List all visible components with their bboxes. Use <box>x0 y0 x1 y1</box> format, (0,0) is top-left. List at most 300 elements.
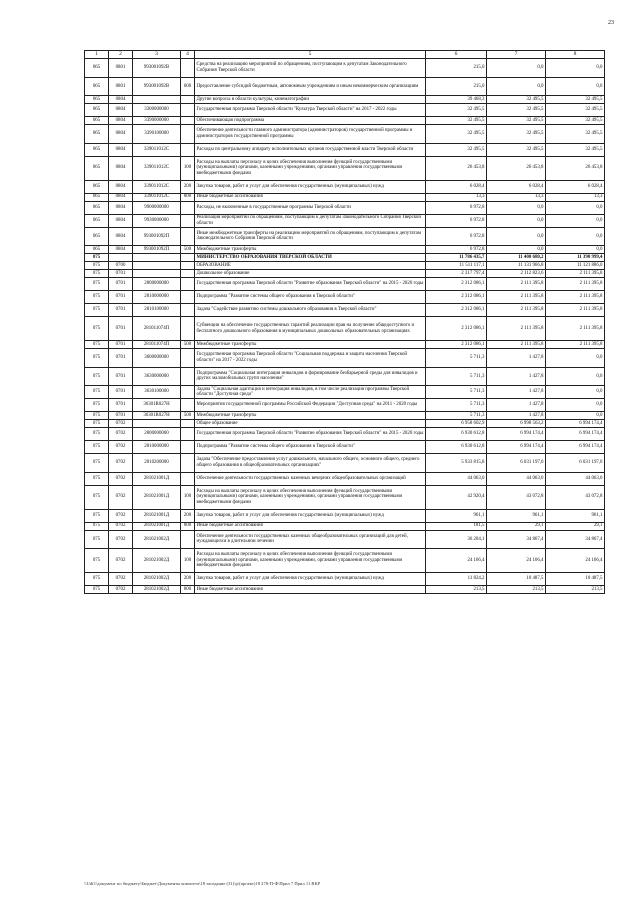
amount-2019-cell: 1 427,8 <box>487 349 546 368</box>
ministry-code-cell: 075 <box>85 291 109 304</box>
header-cell: 6 <box>426 51 487 59</box>
section-code-cell: 0804 <box>109 193 133 201</box>
amount-2018-cell: 213,5 <box>426 586 487 594</box>
section-code-cell: 0804 <box>109 96 133 104</box>
target-article-cell: 281021001Д <box>133 485 181 509</box>
description-cell: Обеспечение деятельности государственных казенных общеобразовательных организаций для детей, нуждающихся в длительном лечении <box>195 530 426 549</box>
section-code-cell: 0701 <box>109 291 133 304</box>
amount-2018-cell: 36 204,1 <box>426 530 487 549</box>
description-cell: Государственная программа Тверской области "Развитие образования Тверской области" на 2015 - 2020 годы <box>195 428 426 441</box>
target-article-cell: 993001092В <box>133 77 181 96</box>
budget-table <box>84 50 605 594</box>
amount-2019-cell: 6 031 197,0 <box>487 454 546 473</box>
amount-2018-cell: 2 312 086,1 <box>426 291 487 304</box>
expense-type-cell: 100 <box>181 549 195 573</box>
expense-type-cell <box>181 530 195 549</box>
header-cell: 1 <box>85 51 109 59</box>
amount-2018-cell: 32 495,5 <box>426 104 487 117</box>
amount-2018-cell: 6 972,8 <box>426 201 487 214</box>
ministry-code-cell: 065 <box>85 193 109 201</box>
description-cell: Обеспечение деятельности государственных казенных вечерних общеобразовательных организаций <box>195 472 426 485</box>
table-row <box>85 349 605 368</box>
amount-2018-cell: 13,3 <box>426 193 487 201</box>
amount-2019-cell: 2 111 395,8 <box>487 317 546 341</box>
expense-type-cell <box>181 262 195 270</box>
table-row <box>85 227 605 246</box>
ministry-code-cell: 065 <box>85 143 109 156</box>
target-article-cell: 281021002Д <box>133 586 181 594</box>
ministry-code-cell: 075 <box>85 441 109 454</box>
section-code-cell: 0702 <box>109 530 133 549</box>
table-row <box>85 193 605 201</box>
table-row <box>85 262 605 270</box>
amount-2020-cell: 10 487,5 <box>546 573 605 586</box>
table-row <box>85 428 605 441</box>
amount-2019-cell: 32 495,5 <box>487 125 546 144</box>
section-code-cell: 0804 <box>109 117 133 125</box>
target-article-cell: 281011074П <box>133 341 181 349</box>
section-code-cell: 0702 <box>109 549 133 573</box>
target-article-cell: 3600000000 <box>133 349 181 368</box>
ministry-code-cell: 065 <box>85 201 109 214</box>
amount-2019-cell: 34 867,4 <box>487 530 546 549</box>
ministry-code-cell: 075 <box>85 254 109 262</box>
section-code-cell: 0804 <box>109 143 133 156</box>
section-code-cell: 0804 <box>109 201 133 214</box>
amount-2019-cell: 11 400 680,2 <box>487 254 546 262</box>
ministry-code-cell: 075 <box>85 341 109 349</box>
amount-2019-cell: 13,3 <box>487 193 546 201</box>
expense-type-cell <box>181 270 195 278</box>
expense-type-cell <box>181 291 195 304</box>
amount-2019-cell: 0,0 <box>487 227 546 246</box>
amount-2019-cell: 32 495,5 <box>487 104 546 117</box>
target-article-cell <box>133 96 181 104</box>
description-cell: Государственная программа Тверской области "Культура Тверской области" на 2017 - 2022 годы <box>195 104 426 117</box>
ministry-code-cell: 065 <box>85 77 109 96</box>
ministry-code-cell: 075 <box>85 399 109 412</box>
ministry-code-cell: 065 <box>85 125 109 144</box>
section-code-cell: 0700 <box>109 262 133 270</box>
amount-2019-cell: 29,1 <box>487 522 546 530</box>
amount-2020-cell: 32 495,5 <box>546 143 605 156</box>
table-row <box>85 549 605 573</box>
amount-2019-cell: 6 998 563,2 <box>487 420 546 428</box>
expense-type-cell <box>181 59 195 78</box>
amount-2019-cell: 1 427,8 <box>487 412 546 420</box>
table-header-row <box>85 51 605 59</box>
target-article-cell: 339011012С <box>133 180 181 193</box>
ministry-code-cell: 065 <box>85 104 109 117</box>
amount-2018-cell: 6 972,8 <box>426 214 487 227</box>
table-row <box>85 367 605 386</box>
expense-type-cell: 600 <box>181 77 195 96</box>
ministry-code-cell: 075 <box>85 420 109 428</box>
expense-type-cell: 500 <box>181 341 195 349</box>
description-cell: Общее образование <box>195 420 426 428</box>
table-row <box>85 586 605 594</box>
description-cell: МИНИСТЕРСТВО ОБРАЗОВАНИЯ ТВЕРСКОЙ ОБЛАСТИ <box>195 254 426 262</box>
amount-2020-cell: 2 111 395,8 <box>546 304 605 317</box>
amount-2020-cell: 0,0 <box>546 77 605 96</box>
expense-type-cell <box>181 117 195 125</box>
amount-2019-cell: 0,0 <box>487 214 546 227</box>
amount-2020-cell: 961,1 <box>546 509 605 522</box>
table-row <box>85 386 605 399</box>
target-article-cell: 3630000000 <box>133 367 181 386</box>
target-article-cell: 2810000000 <box>133 291 181 304</box>
ministry-code-cell: 075 <box>85 412 109 420</box>
header-cell: 3 <box>133 51 181 59</box>
amount-2019-cell: 43 072,8 <box>487 485 546 509</box>
table-row <box>85 341 605 349</box>
amount-2018-cell: 11 824,2 <box>426 573 487 586</box>
amount-2018-cell: 42 920,4 <box>426 485 487 509</box>
section-code-cell: 0701 <box>109 349 133 368</box>
amount-2020-cell: 2 111 395,8 <box>546 291 605 304</box>
table-body <box>85 51 605 594</box>
amount-2018-cell: 6 972,8 <box>426 246 487 254</box>
ministry-code-cell: 075 <box>85 304 109 317</box>
ministry-code-cell: 065 <box>85 246 109 254</box>
amount-2019-cell: 1 427,8 <box>487 367 546 386</box>
target-article-cell: 3390000000 <box>133 117 181 125</box>
amount-2018-cell: 5 711,3 <box>426 399 487 412</box>
expense-type-cell <box>181 304 195 317</box>
section-code-cell: 0804 <box>109 125 133 144</box>
ministry-code-cell: 075 <box>85 262 109 270</box>
amount-2019-cell: 2 111 395,8 <box>487 278 546 291</box>
expense-type-cell <box>181 201 195 214</box>
description-cell: Задача "Содействие развитию системы дошкольного образования в Тверской области" <box>195 304 426 317</box>
amount-2019-cell: 6 994 174,4 <box>487 428 546 441</box>
amount-2020-cell: 0,0 <box>546 412 605 420</box>
amount-2018-cell: 2 312 086,1 <box>426 317 487 341</box>
expense-type-cell: 100 <box>181 156 195 180</box>
target-article-cell: 9900000000 <box>133 201 181 214</box>
description-cell: Закупка товаров, работ и услуг для обеспечения государственных (муниципальных) нужд <box>195 573 426 586</box>
amount-2020-cell: 11 390 999,4 <box>546 254 605 262</box>
amount-2020-cell: 0,0 <box>546 214 605 227</box>
description-cell: Мероприятия государственной программы Российской Федерации "Доступная среда" на 2011 - 2020 годы <box>195 399 426 412</box>
description-cell: Задача "Социальная адаптация и интеграция инвалидов, в том числе реализация программы Тверской области "Доступная среда" <box>195 386 426 399</box>
amount-2019-cell: 1 427,8 <box>487 399 546 412</box>
amount-2020-cell: 32 495,5 <box>546 125 605 144</box>
target-article-cell: 281021001Д <box>133 522 181 530</box>
description-cell: Иные бюджетные ассигнования <box>195 193 426 201</box>
description-cell: Иные бюджетные ассигнования <box>195 586 426 594</box>
amount-2020-cell: 0,0 <box>546 59 605 78</box>
file-path-footer: \\Udf1\документ по бюджету\Бюджет\Документы комитета\18 заседание (31)\р\(проект)18 278-П-Ф\Прил 7 Прил 11.RKP <box>84 881 321 886</box>
description-cell: Государственная программа Тверской области "Социальная поддержка и защита населения Тверской области" на 2017 - 2022 годы <box>195 349 426 368</box>
description-cell: Расходы по центральному аппарату исполнительных органов государственной власти Тверской области <box>195 143 426 156</box>
description-cell: Задача "Обеспечение предоставления услуг дошкольного, начального общего, основного общего, среднего общего образования в общеобразовательных организациях" <box>195 454 426 473</box>
section-code-cell: 0701 <box>109 270 133 278</box>
amount-2018-cell: 961,1 <box>426 509 487 522</box>
target-article-cell <box>133 270 181 278</box>
amount-2020-cell: 34 867,4 <box>546 530 605 549</box>
amount-2018-cell: 24 166,4 <box>426 549 487 573</box>
expense-type-cell <box>181 125 195 144</box>
table-row <box>85 104 605 117</box>
target-article-cell: 2810100000 <box>133 304 181 317</box>
table-row <box>85 254 605 262</box>
expense-type-cell <box>181 441 195 454</box>
table-row <box>85 201 605 214</box>
description-cell: Государственная программа Тверской области "Развитие образования Тверской области" на 2015 - 2020 годы <box>195 278 426 291</box>
amount-2018-cell: 5 711,3 <box>426 412 487 420</box>
amount-2019-cell: 32 495,5 <box>487 143 546 156</box>
amount-2018-cell: 6 028,4 <box>426 180 487 193</box>
table-row <box>85 472 605 485</box>
expense-type-cell <box>181 254 195 262</box>
amount-2018-cell: 11 786 435,7 <box>426 254 487 262</box>
amount-2018-cell: 215,0 <box>426 77 487 96</box>
ministry-code-cell: 075 <box>85 530 109 549</box>
amount-2020-cell: 6 994 174,4 <box>546 441 605 454</box>
target-article-cell: 2810000000 <box>133 441 181 454</box>
header-cell: 4 <box>181 51 195 59</box>
section-code-cell: 0702 <box>109 586 133 594</box>
expense-type-cell: 800 <box>181 193 195 201</box>
table-row <box>85 156 605 180</box>
amount-2018-cell: 44 063,0 <box>426 472 487 485</box>
expense-type-cell <box>181 227 195 246</box>
amount-2018-cell: 5 711,3 <box>426 367 487 386</box>
table-row <box>85 214 605 227</box>
description-cell: Предоставление субсидий бюджетным, автономным учреждениям и иным некоммерческим организациям <box>195 77 426 96</box>
expense-type-cell <box>181 104 195 117</box>
amount-2020-cell: 0,0 <box>546 399 605 412</box>
section-code-cell: 0702 <box>109 472 133 485</box>
amount-2019-cell: 2 111 395,8 <box>487 304 546 317</box>
description-cell: Другие вопросы в области культуры, кинематографии <box>195 96 426 104</box>
amount-2019-cell: 0,0 <box>487 201 546 214</box>
ministry-code-cell: 075 <box>85 454 109 473</box>
target-article-cell: 3630100000 <box>133 386 181 399</box>
description-cell: Обеспечение деятельности главного администратора (администраторов) государственной программы и администраторов государственной программы <box>195 125 426 144</box>
amount-2018-cell: 2 312 086,1 <box>426 341 487 349</box>
amount-2020-cell: 2 111 395,8 <box>546 317 605 341</box>
ministry-code-cell: 075 <box>85 485 109 509</box>
amount-2019-cell: 32 495,5 <box>487 96 546 104</box>
ministry-code-cell: 065 <box>85 180 109 193</box>
description-cell: Подпрограмма "Развитие системы общего образования в Тверской области" <box>195 441 426 454</box>
amount-2019-cell: 6 028,4 <box>487 180 546 193</box>
ministry-code-cell: 075 <box>85 349 109 368</box>
amount-2018-cell: 5 711,3 <box>426 349 487 368</box>
expense-type-cell: 800 <box>181 586 195 594</box>
section-code-cell: 0804 <box>109 246 133 254</box>
amount-2020-cell: 32 495,5 <box>546 104 605 117</box>
amount-2018-cell: 32 495,5 <box>426 125 487 144</box>
target-article-cell: 339011012С <box>133 143 181 156</box>
table-row <box>85 509 605 522</box>
ministry-code-cell: 065 <box>85 96 109 104</box>
amount-2018-cell: 5 711,3 <box>426 386 487 399</box>
amount-2020-cell: 6 028,4 <box>546 180 605 193</box>
table-row <box>85 420 605 428</box>
table-row <box>85 96 605 104</box>
description-cell: Расходы на выплаты персоналу в целях обеспечения выполнения функций государственными (муниципальными) органами, казенными учреждениями, органами управления государственными внебюджетными фондами <box>195 156 426 180</box>
amount-2019-cell: 24 166,4 <box>487 549 546 573</box>
section-code-cell: 0701 <box>109 278 133 291</box>
section-code-cell: 0702 <box>109 454 133 473</box>
section-code-cell: 0702 <box>109 428 133 441</box>
expense-type-cell <box>181 386 195 399</box>
amount-2020-cell: 6 994 174,4 <box>546 428 605 441</box>
ministry-code-cell: 065 <box>85 156 109 180</box>
amount-2019-cell: 0,0 <box>487 77 546 96</box>
header-cell: 8 <box>546 51 605 59</box>
amount-2020-cell: 44 063,0 <box>546 472 605 485</box>
description-cell: Расходы на выплаты персоналу в целях обеспечения выполнения функций государственными (муниципальными) органами, казенными учреждениями, органами управления государственными внебюджетными фондами <box>195 485 426 509</box>
table-row <box>85 573 605 586</box>
section-code-cell: 0804 <box>109 214 133 227</box>
section-code-cell: 0702 <box>109 485 133 509</box>
amount-2018-cell: 181,5 <box>426 522 487 530</box>
description-cell: Реализация мероприятий по обращениям, поступающим к депутатам Законодательного Собрания Тверской области <box>195 214 426 227</box>
amount-2020-cell: 0,0 <box>546 246 605 254</box>
description-cell: Обеспечивающая подпрограмма <box>195 117 426 125</box>
header-cell: 7 <box>487 51 546 59</box>
amount-2020-cell: 0,0 <box>546 349 605 368</box>
ministry-code-cell: 065 <box>85 117 109 125</box>
ministry-code-cell: 075 <box>85 428 109 441</box>
target-article-cell: 3390100000 <box>133 125 181 144</box>
section-code-cell: 0804 <box>109 227 133 246</box>
ministry-code-cell: 075 <box>85 386 109 399</box>
target-article-cell: 339011012С <box>133 193 181 201</box>
amount-2018-cell: 6 930 612,8 <box>426 441 487 454</box>
amount-2018-cell: 6 972,8 <box>426 227 487 246</box>
target-article-cell: 281021002Д <box>133 530 181 549</box>
table-row <box>85 246 605 254</box>
section-code-cell: 0701 <box>109 317 133 341</box>
header-cell: 2 <box>109 51 133 59</box>
description-cell: Подпрограмма "Развитие системы общего образования в Тверской области" <box>195 291 426 304</box>
amount-2019-cell: 961,1 <box>487 509 546 522</box>
table-row <box>85 180 605 193</box>
ministry-code-cell: 075 <box>85 278 109 291</box>
target-article-cell: 2800000000 <box>133 428 181 441</box>
expense-type-cell: 200 <box>181 573 195 586</box>
amount-2019-cell: 0,0 <box>487 246 546 254</box>
target-article-cell: 281021002Д <box>133 573 181 586</box>
target-article-cell: 281021001Д <box>133 472 181 485</box>
section-code-cell: 0702 <box>109 522 133 530</box>
amount-2018-cell: 6 930 612,8 <box>426 428 487 441</box>
amount-2019-cell: 6 994 174,4 <box>487 441 546 454</box>
table-row <box>85 304 605 317</box>
target-article-cell: 281021001Д <box>133 509 181 522</box>
amount-2018-cell: 2 317 797,4 <box>426 270 487 278</box>
table-row <box>85 317 605 341</box>
amount-2019-cell: 11 131 966,8 <box>487 262 546 270</box>
description-cell: Средства на реализацию мероприятий по обращениям, поступающим к депутатам Законодательного Собрания Тверской области <box>195 59 426 78</box>
section-code-cell <box>109 254 133 262</box>
description-cell: Закупка товаров, работ и услуг для обеспечения государственных (муниципальных) нужд <box>195 509 426 522</box>
description-cell: Субвенции на обеспечение государственных гарантий реализации прав на получение общедоступного и бесплатного дошкольного образования в муниципальных дошкольных образовательных организациях <box>195 317 426 341</box>
table-row <box>85 441 605 454</box>
ministry-code-cell: 075 <box>85 586 109 594</box>
amount-2020-cell: 32 495,5 <box>546 117 605 125</box>
amount-2018-cell: 26 453,8 <box>426 156 487 180</box>
expense-type-cell <box>181 278 195 291</box>
section-code-cell: 0801 <box>109 77 133 96</box>
amount-2019-cell: 0,0 <box>487 59 546 78</box>
expense-type-cell <box>181 428 195 441</box>
ministry-code-cell: 075 <box>85 472 109 485</box>
description-cell: Расходы, не включенные в государственные программы Тверской области <box>195 201 426 214</box>
target-article-cell: 281011074П <box>133 317 181 341</box>
target-article-cell: 9930000000 <box>133 214 181 227</box>
amount-2018-cell: 215,0 <box>426 59 487 78</box>
description-cell: Расходы на выплаты персоналу в целях обеспечения выполнения функций государственными (муниципальными) органами, казенными учреждениями, органами управления государственными внебюджетными фондами <box>195 549 426 573</box>
table-row <box>85 59 605 78</box>
ministry-code-cell: 075 <box>85 367 109 386</box>
amount-2018-cell: 39 468,3 <box>426 96 487 104</box>
target-article-cell: 339011012С <box>133 156 181 180</box>
expense-type-cell <box>181 399 195 412</box>
table-row <box>85 412 605 420</box>
expense-type-cell <box>181 367 195 386</box>
section-code-cell: 0701 <box>109 386 133 399</box>
target-article-cell: 2800000000 <box>133 278 181 291</box>
amount-2020-cell: 2 111 395,8 <box>546 270 605 278</box>
table-row <box>85 454 605 473</box>
amount-2018-cell: 6 958 602,9 <box>426 420 487 428</box>
target-article-cell <box>133 262 181 270</box>
amount-2020-cell: 6 031 197,0 <box>546 454 605 473</box>
expense-type-cell <box>181 143 195 156</box>
ministry-code-cell: 075 <box>85 522 109 530</box>
expense-type-cell <box>181 454 195 473</box>
table-row <box>85 399 605 412</box>
description-cell: Межбюджетные трансферты <box>195 246 426 254</box>
description-cell: Межбюджетные трансферты <box>195 341 426 349</box>
table-row <box>85 143 605 156</box>
ministry-code-cell: 075 <box>85 573 109 586</box>
ministry-code-cell: 065 <box>85 227 109 246</box>
amount-2020-cell: 2 111 395,8 <box>546 278 605 291</box>
ministry-code-cell: 065 <box>85 59 109 78</box>
section-code-cell: 0702 <box>109 509 133 522</box>
table-row <box>85 270 605 278</box>
section-code-cell: 0804 <box>109 104 133 117</box>
section-code-cell: 0701 <box>109 341 133 349</box>
amount-2018-cell: 5 933 815,8 <box>426 454 487 473</box>
description-cell: Дошкольное образование <box>195 270 426 278</box>
table-row <box>85 291 605 304</box>
ministry-code-cell: 075 <box>85 270 109 278</box>
expense-type-cell <box>181 214 195 227</box>
amount-2020-cell: 2 111 395,8 <box>546 341 605 349</box>
section-code-cell: 0804 <box>109 180 133 193</box>
amount-2019-cell: 26 453,8 <box>487 156 546 180</box>
target-article-cell: 993001092В <box>133 59 181 78</box>
section-code-cell: 0701 <box>109 412 133 420</box>
ministry-code-cell: 075 <box>85 549 109 573</box>
amount-2020-cell: 0,0 <box>546 367 605 386</box>
expense-type-cell <box>181 349 195 368</box>
amount-2020-cell: 0,0 <box>546 227 605 246</box>
expense-type-cell: 800 <box>181 522 195 530</box>
table-row <box>85 125 605 144</box>
expense-type-cell: 200 <box>181 180 195 193</box>
page-number: 23 <box>608 20 614 26</box>
description-cell: Иные бюджетные ассигнования <box>195 522 426 530</box>
